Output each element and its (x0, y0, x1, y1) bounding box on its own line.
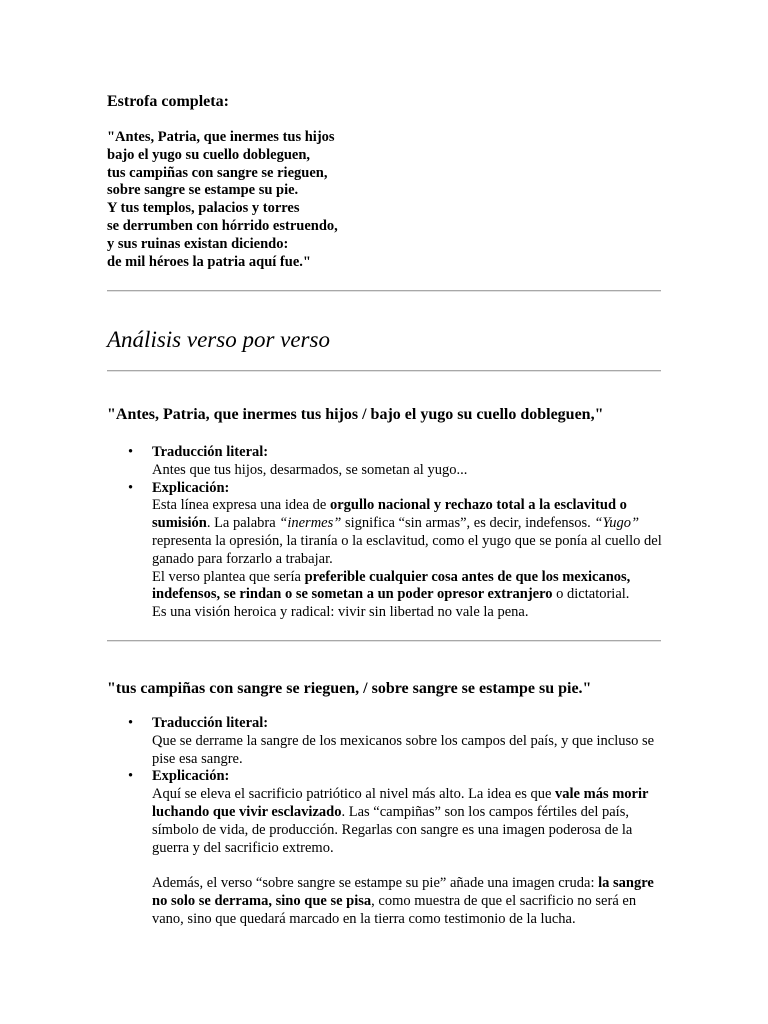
poem-line: bajo el yugo su cuello dobleguen, (107, 146, 311, 163)
poem-line: tus campiñas con sangre se rieguen, (107, 164, 328, 181)
explanation-paragraph: El verso plantea que sería preferible cualquier cosa antes de que los mexicanos, indefensos, se rindan o se sometan a un poder opresor extranjero o dictatorial. (152, 568, 631, 603)
poem-line: sobre sangre se estampe su pie. (107, 182, 299, 199)
analysis-heading: Análisis verso por verso (107, 327, 330, 352)
paragraph-gap (152, 857, 667, 875)
poem-line: y sus ruinas existan diciendo: (107, 235, 289, 252)
explanation-label: • Explicación: (152, 768, 230, 785)
explanation-paragraph: Aquí se eleva el sacrificio patriótico al nivel más alto. La idea es que vale más morir luchando que vivir esclavizado. Las “campiñas” son los campos fértiles del país, símbolo de vida, de producción. Regarlas con sangre es una imagen poderosa de la guerra y del sacrificio extremo. (152, 786, 649, 856)
poem-line: se derrumben con hórrido estruendo, (107, 217, 338, 234)
explanation-paragraph: Esta línea expresa una idea de orgullo nacional y rechazo total a la esclavitud o sumisión. La palabra “inermes” significa “sin armas”, es decir, indefensos. “Yugo” representa la opresión, la tiranía o la esclavitud, como el yugo que se ponía al cuello del ganado para forzarlo a trabajar. (152, 497, 662, 567)
translation-text: Que se derrame la sangre de los mexicanos sobre los campos del país, y que incluso se pise esa sangre. (152, 732, 655, 767)
poem-stanza (107, 129, 338, 271)
poem-line: "Antes, Patria, que inermes tus hijos (107, 129, 335, 145)
list-item (107, 444, 667, 480)
translation-label: • Traducción literal: (152, 444, 269, 460)
explanation-label: • Explicación: (152, 479, 230, 496)
list-item (107, 768, 667, 928)
verse-1-heading: "Antes, Patria, que inermes tus hijos / bajo el yugo su cuello dobleguen," (107, 406, 604, 423)
verse-1-list (107, 444, 667, 622)
explanation-paragraph: Además, el verso “sobre sangre se estampe su pie” añade una imagen cruda: la sangre no solo se derrama, sino que se pisa, como muestra de que el sacrificio no será en vano, sino que quedará marcado en la tierra como testimonio de la lucha. (152, 875, 654, 927)
poem-line: de mil héroes la patria aquí fue." (107, 253, 311, 270)
translation-label: • Traducción literal: (152, 715, 269, 731)
list-item (107, 715, 667, 768)
horizontal-rule (107, 640, 661, 642)
verse-2-heading: "tus campiñas con sangre se rieguen, / sobre sangre se estampe su pie." (107, 680, 592, 697)
horizontal-rule (107, 290, 661, 292)
explanation-paragraph: Es una visión heroica y radical: vivir sin libertad no vale la pena. (152, 604, 529, 621)
horizontal-rule (107, 370, 661, 372)
translation-text: Antes que tus hijos, desarmados, se sometan al yugo... (152, 461, 468, 478)
poem-line: Y tus templos, palacios y torres (107, 200, 300, 217)
estrofa-heading: Estrofa completa: (107, 93, 229, 110)
list-item (107, 480, 667, 622)
verse-2-list (107, 715, 667, 929)
